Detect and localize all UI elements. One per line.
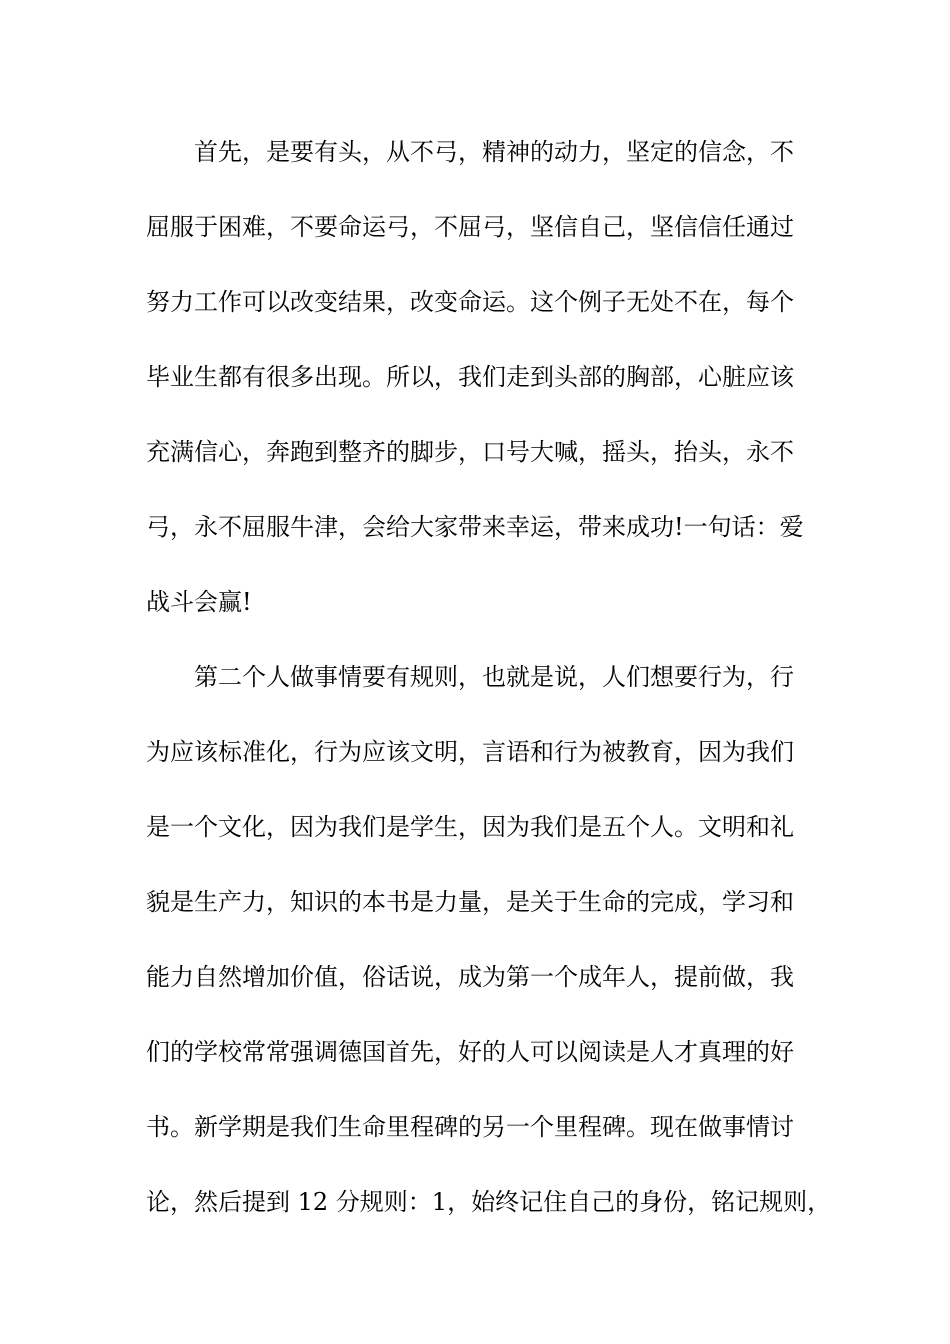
text-line: 是一个文化，因为我们是学生，因为我们是五个人。文明和礼 xyxy=(146,813,794,841)
text-line: 充满信心，奔跑到整齐的脚步，口号大喊，摇头，抬头，永不 xyxy=(146,438,794,466)
text-line: 努力工作可以改变结果，改变命运。这个例子无处不在，每个 xyxy=(146,288,794,316)
paragraph-2 xyxy=(146,655,832,1255)
text-line: 第二个人做事情要有规则，也就是说，人们想要行为，行 xyxy=(194,663,794,691)
text-line: 貌是生产力，知识的本书是力量，是关于生命的完成，学习和 xyxy=(146,888,794,916)
text-line: 们的学校常常强调德国首先，好的人可以阅读是人才真理的好 xyxy=(146,1038,794,1066)
text-line: 弓，永不屈服牛津，会给大家带来幸运，带来成功!一句话：爱 xyxy=(146,513,804,541)
text-line: 为应该标准化，行为应该文明，言语和行为被教育，因为我们 xyxy=(146,738,794,766)
text-line: 战斗会赢! xyxy=(146,588,252,616)
text-line: 书。新学期是我们生命里程碑的另一个里程碑。现在做事情讨 xyxy=(146,1113,794,1141)
text-line: 首先，是要有头，从不弓，精神的动力，坚定的信念，不 xyxy=(194,138,794,166)
text-line: 屈服于困难，不要命运弓，不屈弓，坚信自己，坚信信任通过 xyxy=(146,213,794,241)
paragraph-1 xyxy=(146,130,826,655)
document-body xyxy=(146,130,832,1255)
text-line: 毕业生都有很多出现。所以，我们走到头部的胸部，心脏应该 xyxy=(146,363,794,391)
text-line: 能力自然增加价值，俗话说，成为第一个成年人，提前做，我 xyxy=(146,963,794,991)
text-line: 论，然后提到 12 分规则：1，始终记住自己的身份，铭记规则， xyxy=(146,1188,832,1216)
